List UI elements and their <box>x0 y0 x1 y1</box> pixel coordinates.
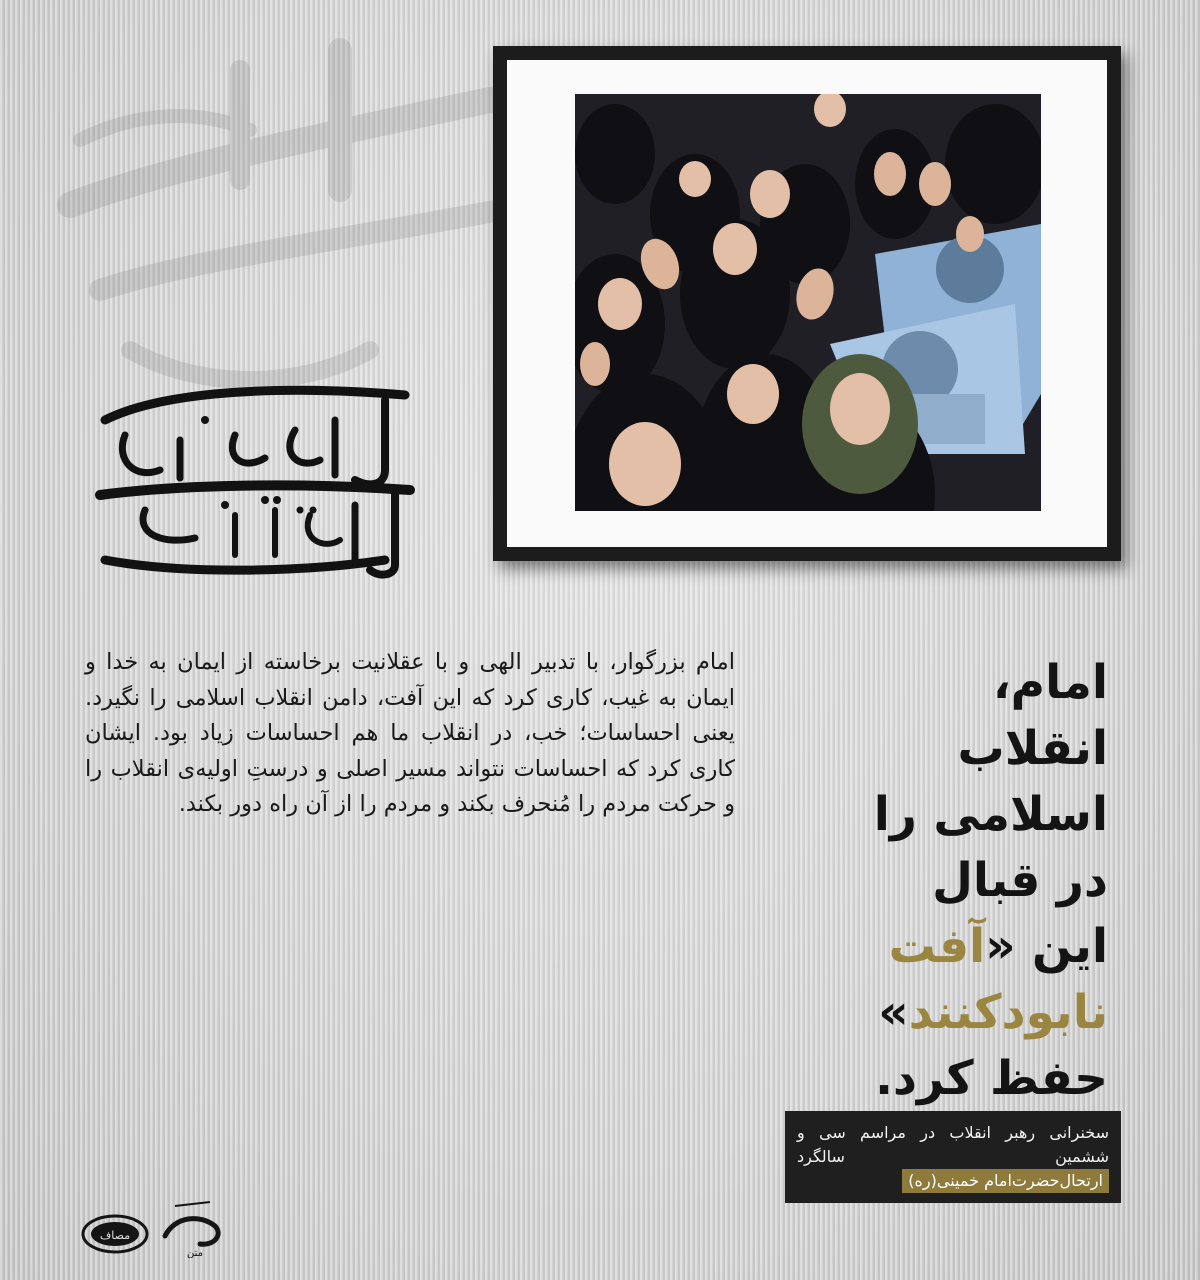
headline-highlight-1: آفت <box>888 919 986 974</box>
body-text: امام بزرگوار، با تدبیر الهی و با عقلانیت برخاسته از ایمان به خدا و ایمان به غیب، کاری کرد که این آفت، دامن انقلاب اسلامی را نگیرد. یعنی احساسات؛ خب، در انقلاب ما هم احساسات زیاد بود. ایشان کاری کرد که احساسات نتواند مسیر اصلی و درستِ اولیه‌ی انقلاب را و حرکت مردم را مُنحرف بکند و مردم را از آن راه دور بکند. <box>85 649 735 817</box>
seal-logo-text: مصاف <box>99 1229 131 1242</box>
headline-line-7: حفظ کرد. <box>875 1051 1108 1106</box>
headline-line-4: در قبال <box>932 853 1108 908</box>
headline-highlight-2: نابودکنند <box>908 985 1108 1040</box>
crowd-photo <box>575 94 1041 511</box>
headline <box>778 650 1108 1112</box>
headline-line-6 <box>778 980 1108 1046</box>
headline-line-2: انقلاب <box>957 721 1108 776</box>
calligraphy-logo <box>85 360 420 585</box>
headline-line-3: اسلامی را <box>873 787 1108 842</box>
headline-line-6b: » <box>878 985 909 1040</box>
brand-mark-text: متن <box>187 1248 203 1258</box>
picture-mat <box>507 60 1107 547</box>
caption-box <box>785 1111 1121 1203</box>
brand-mark <box>155 1196 233 1258</box>
headline-line-5 <box>778 914 1108 980</box>
caption-line-1: سخنرانی رهبر انقلاب در مراسم سی و ششمین سالگرد <box>797 1123 1109 1166</box>
picture-frame <box>493 46 1121 561</box>
headline-line-5a: این « <box>985 919 1108 974</box>
headline-line-1: امام، <box>992 655 1108 710</box>
seal-logo <box>80 1213 150 1255</box>
crowd-photo-illustration <box>575 94 1041 511</box>
caption-line-2: ارتحال‌حضرت‌امام خمینی(ره) <box>902 1169 1109 1193</box>
